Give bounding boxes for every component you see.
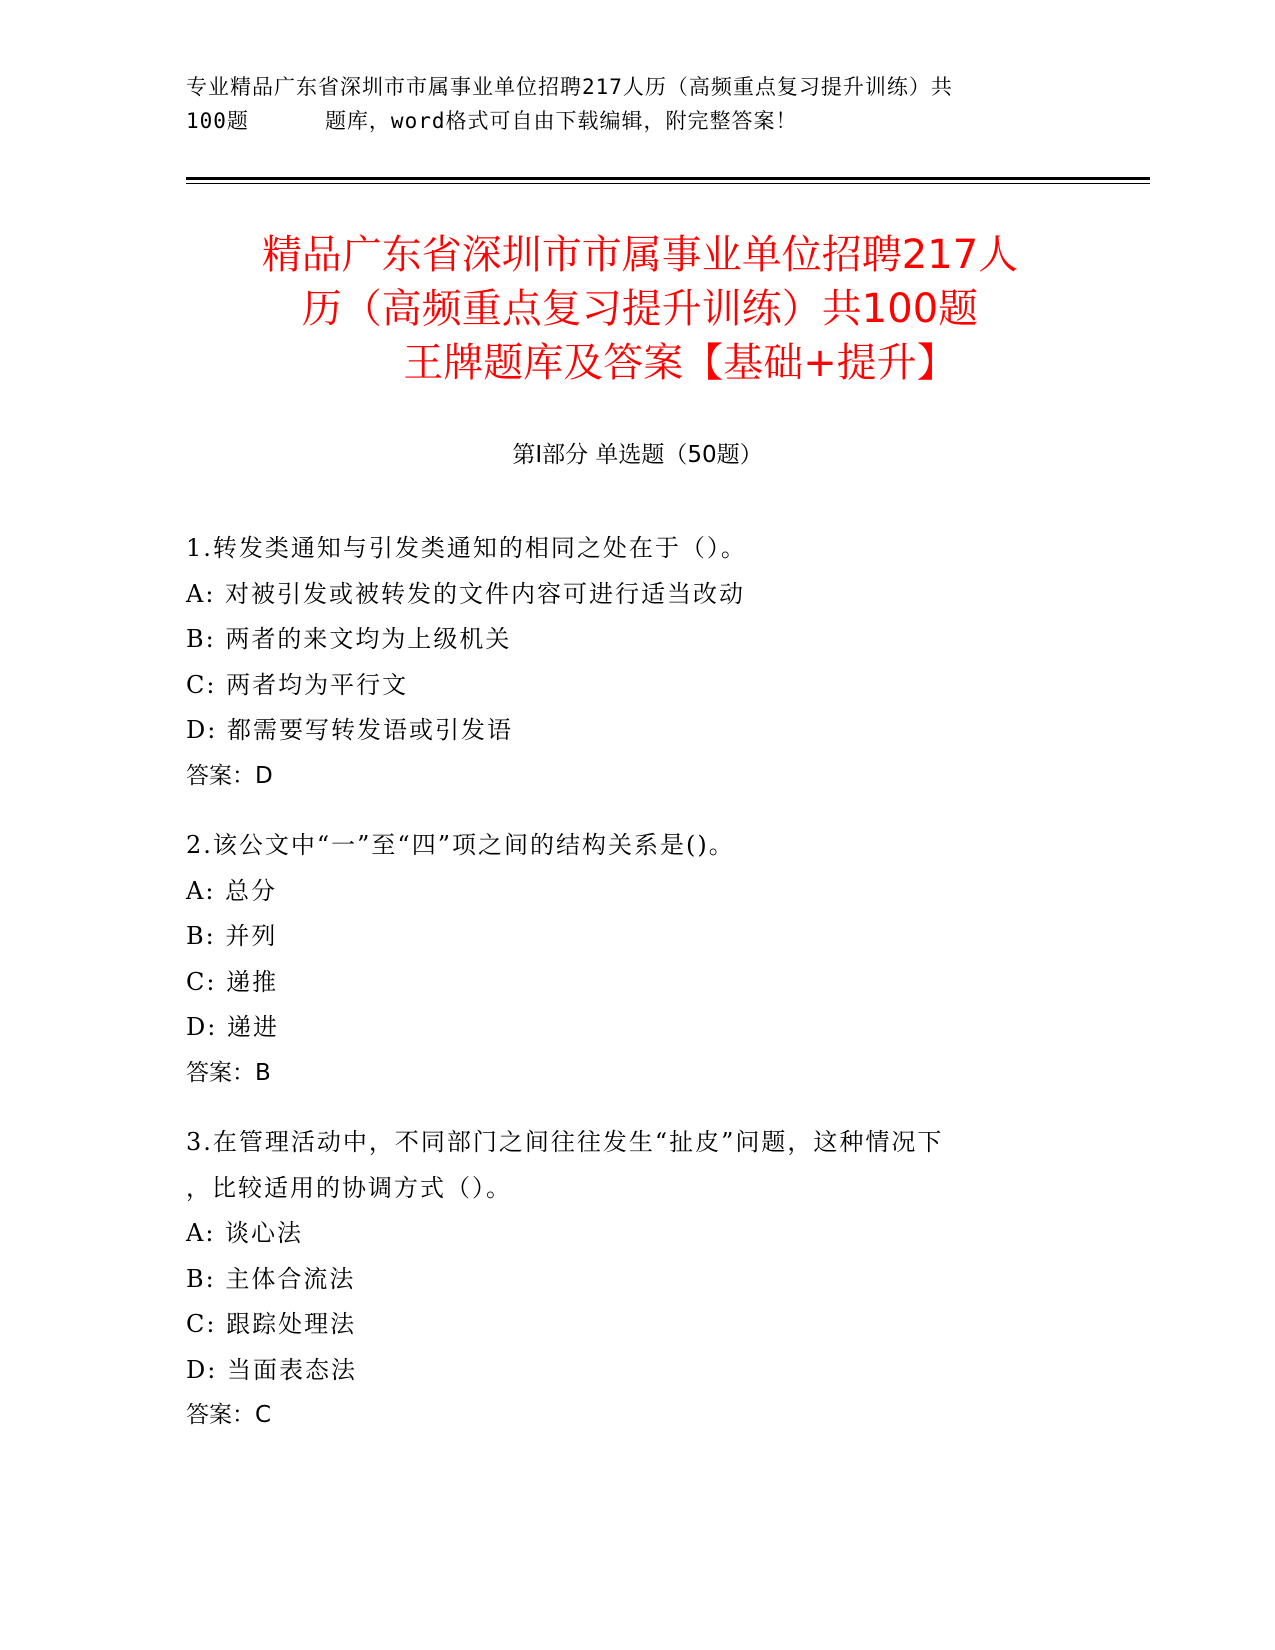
- document-title: [150, 228, 1130, 390]
- question-stem-continued: ，比较适用的协调方式（）。: [186, 1173, 512, 1202]
- option-d: D: 都需要写转发语或引发语: [186, 716, 513, 744]
- question-item: [186, 526, 1086, 799]
- option-b: B: 两者的来文均为上级机关: [186, 625, 512, 653]
- header-line-1: 专业精品广东省深圳市市属事业单位招聘217人历（高频重点复习提升训练）共: [186, 75, 953, 99]
- title-line-2: 历（高频重点复习提升训练）共100题: [301, 286, 979, 332]
- answer-line: 答案：D: [186, 762, 273, 789]
- question-stem: 2.该公文中“一”至“四”项之间的结构关系是()。: [186, 831, 735, 859]
- header-question-count: 100题: [186, 109, 249, 133]
- option-a: A: 总分: [186, 876, 278, 905]
- answer-line: 答案：B: [186, 1059, 271, 1086]
- header-line-2: [186, 104, 1066, 138]
- title-line-1: 精品广东省深圳市市属事业单位招聘217人: [261, 232, 1019, 278]
- option-d: D: 递进: [186, 1013, 279, 1041]
- option-c: C: 递推: [186, 967, 279, 996]
- page-header: [186, 70, 1066, 138]
- question-item: [186, 823, 1086, 1096]
- option-a: A: 对被引发或被转发的文件内容可进行适当改动: [186, 579, 746, 608]
- option-b: B: 主体合流法: [186, 1264, 356, 1293]
- title-line-3: 王牌题库及答案【基础+提升】: [403, 340, 957, 386]
- header-description: 题库，word格式可自由下载编辑，附完整答案！: [324, 109, 798, 133]
- header-divider-thin: [186, 183, 1150, 184]
- option-a: A: 谈心法: [186, 1219, 304, 1247]
- option-c: C: 跟踪处理法: [186, 1310, 357, 1338]
- option-d: D: 当面表态法: [186, 1355, 357, 1384]
- option-b: B: 并列: [186, 922, 278, 950]
- option-c: C: 两者均为平行文: [186, 670, 409, 699]
- question-list: [186, 526, 1086, 1463]
- question-stem: 3.在管理活动中，不同部门之间往往发生“扯皮”问题，这种情况下: [186, 1128, 944, 1156]
- section-title: 第I部分 单选题（50题）: [512, 442, 763, 468]
- question-item: [186, 1120, 1086, 1439]
- question-stem: 1.转发类通知与引发类通知的相同之处在于（）。: [186, 534, 747, 562]
- answer-line: 答案：C: [186, 1402, 272, 1428]
- header-divider-thick: [186, 177, 1150, 180]
